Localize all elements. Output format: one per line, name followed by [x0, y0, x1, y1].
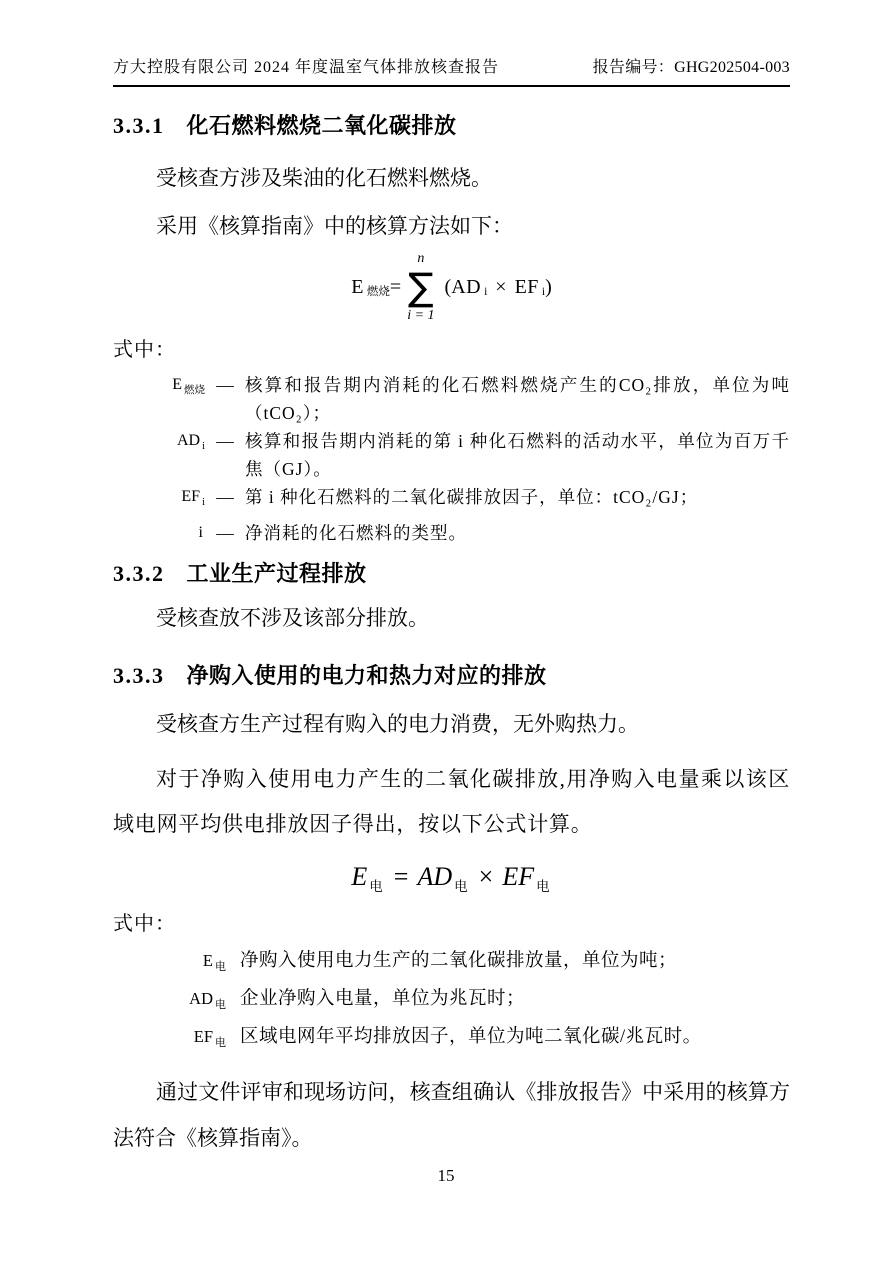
section-332-heading: [113, 561, 790, 587]
para-no-process-emission: 受核查放不涉及该部分排放。: [156, 606, 429, 630]
para-electricity-consumption: 受核查方生产过程有购入的电力消费，无外购热力。: [156, 712, 639, 736]
formula1-equals: =: [389, 276, 402, 298]
section-333-title: 净购入使用的电力和热力对应的排放: [186, 663, 547, 688]
section-331-title: 化石燃料燃烧二氧化碳排放: [186, 113, 457, 138]
def-label: AD $_i$: [176, 432, 205, 452]
definition-row: [113, 519, 790, 549]
para-method-intro: 采用《核算指南》中的核算方法如下：: [156, 214, 513, 238]
formula2-ef-subscript: 电: [536, 879, 550, 894]
definition-list-1: [113, 371, 790, 549]
formula2-e-base: E: [351, 862, 368, 891]
definition-row: [113, 943, 790, 981]
def-dash: —: [216, 375, 234, 395]
definition-row: [113, 483, 790, 513]
report-header: [113, 58, 790, 87]
formula1-close-paren: ): [545, 276, 552, 298]
sigma-symbol: ∑: [408, 265, 434, 309]
def-dash: —: [216, 523, 234, 543]
def-text: 企业净购入电量，单位为兆瓦时；: [240, 989, 526, 1009]
formula-electricity: [113, 861, 790, 897]
formula1-e-subscript: 燃烧: [366, 286, 390, 298]
def-label: AD $_电$: [189, 989, 226, 1011]
page-content: [113, 58, 790, 1161]
def-text: 净消耗的化石燃料的类型。: [245, 523, 467, 543]
formula1-sum-stack: [407, 251, 434, 323]
section-333-number: 3.3.3: [113, 663, 165, 688]
formula1-ad-base: AD: [451, 276, 482, 298]
definition-row: [113, 1019, 790, 1057]
def-label: E $_{燃烧}$: [172, 376, 205, 396]
def-text: 区域电网年平均排放因子，单位为吨二氧化碳/兆瓦时。: [240, 1027, 702, 1047]
sum-lower-limit: i = 1: [407, 308, 435, 323]
formula1-e-base: E: [351, 276, 364, 298]
sum-upper-limit: n: [417, 251, 425, 266]
def-text: 第 i 种化石燃料的二氧化碳排放因子，单位：tCO₂/GJ；: [245, 487, 699, 507]
para-fuel-scope: 受核查方涉及柴油的化石燃料燃烧。: [156, 166, 492, 190]
section-333-heading: [113, 663, 790, 689]
def-dash: —: [216, 487, 234, 507]
definition-row: [113, 427, 790, 483]
formula1-ef-subscript: i: [541, 286, 546, 298]
def-text: 核算和报告期内消耗的化石燃料燃烧产生的CO₂排放，单位为吨（tCO₂）；: [245, 375, 790, 423]
section-331-number: 3.3.1: [113, 113, 165, 138]
definition-list-2: [113, 943, 790, 1057]
def-label: i: [198, 524, 203, 541]
formula-fuel-sum: [113, 251, 790, 323]
def-text: 核算和报告期内消耗的第 i 种化石燃料的活动水平，单位为百万千焦（GJ）。: [245, 431, 790, 479]
definition-row: [113, 981, 790, 1019]
formula2-times: ×: [478, 862, 494, 891]
formula2-equals: =: [393, 862, 409, 891]
formula2-ef-base: EF: [502, 862, 535, 891]
where-label-1: 式中：: [113, 339, 176, 361]
formula2-e-subscript: 电: [369, 879, 383, 894]
formula1-times: ×: [495, 276, 507, 298]
section-331-heading: [113, 113, 790, 139]
closing-paragraph: 通过文件评审和现场访问，核查组确认《排放报告》中采用的核算方法符合《核算指南》。: [113, 1080, 790, 1150]
definition-row: [113, 371, 790, 427]
header-report-number: 报告编号：GHG202504-003: [592, 59, 790, 76]
formula1-ef-base: EF: [514, 276, 539, 298]
formula2-ad-subscript: 电: [454, 879, 468, 894]
section-332-title: 工业生产过程排放: [186, 561, 367, 586]
header-rule: [113, 85, 790, 87]
def-dash: —: [216, 431, 234, 451]
formula2-ad-base: AD: [417, 862, 453, 891]
def-label: EF $_电$: [193, 1027, 226, 1049]
def-label: E $_电$: [202, 951, 226, 973]
formula1-ad-subscript: i: [484, 286, 488, 298]
def-label: EF $_i$: [181, 488, 205, 508]
formula1-open-paren: (: [444, 276, 452, 298]
para-electricity-method: 对于净购入使用电力产生的二氧化碳排放,用净购入电量乘以该区域电网平均供电排放因子得出，按以下公式计算。: [113, 767, 790, 836]
where-label-2: 式中：: [113, 913, 176, 935]
header-report-title: 方大控股有限公司 2024 年度温室气体排放核查报告: [113, 59, 500, 76]
section-332-number: 3.3.2: [113, 561, 165, 586]
page-number: 15: [437, 1166, 455, 1185]
def-text: 净购入使用电力生产的二氧化碳排放量，单位为吨；: [240, 951, 678, 971]
